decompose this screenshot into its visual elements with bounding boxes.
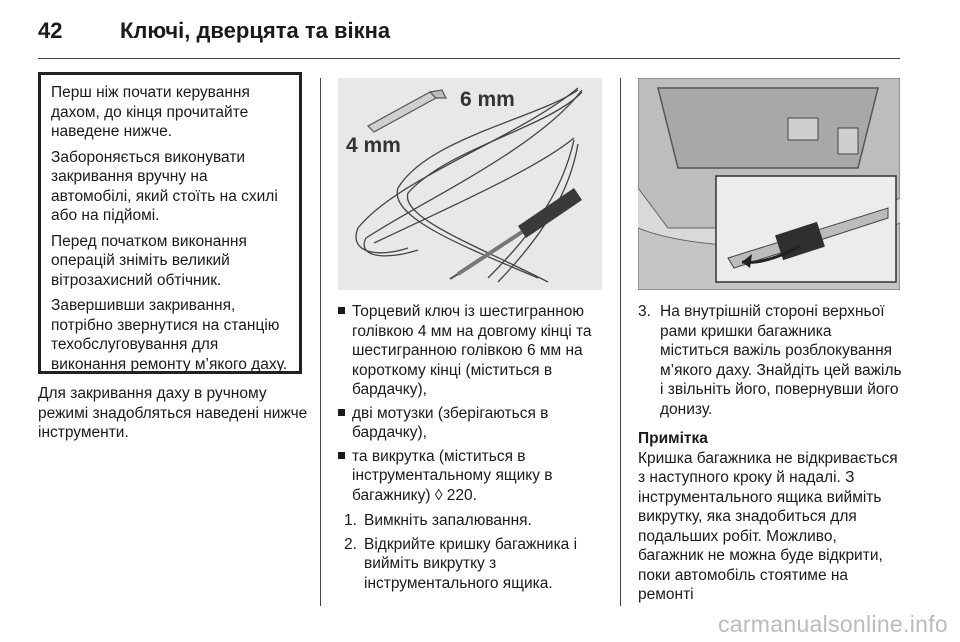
column-divider xyxy=(620,78,621,606)
trunk-lid-illustration xyxy=(638,78,900,290)
note-text: Кришка багажника не відкривається з наступного кроку й надалі. З інструментального ящика вийміть викрутку, яка знадобиться для подальших робіт. Можливо, багажник не можна буде відкрити, поки автомобіль стоятиме на ремонті xyxy=(638,449,898,603)
watermark: carmanualsonline.info xyxy=(717,611,948,637)
note-title: Примітка xyxy=(638,430,708,447)
middle-column xyxy=(338,302,608,597)
warning-paragraph: Перш ніж почати керування дахом, до кінця прочитайте наведене нижче. xyxy=(51,84,250,140)
list-item: та викрутка (міститься в інструментальному ящику в багажнику) ◊ 220. xyxy=(338,447,608,506)
list-item: дві мотузки (зберігаються в бардачку), xyxy=(338,404,608,443)
list-item: Торцевий ключ із шестигранною голівкою 4 мм на довгому кінці та шестигранною голівкою 6 мм на короткому кінці (міститься в бардачку), xyxy=(338,302,608,400)
warning-paragraph: Завершивши закривання, потрібно звернутися на станцію техобслуговування для виконання ремонту м’якого даху. xyxy=(51,297,288,373)
right-column xyxy=(638,302,902,605)
tools-illustration xyxy=(338,78,602,290)
warning-box xyxy=(38,72,302,374)
label-6mm: 6 mm xyxy=(460,88,515,111)
intro-text: Для закривання даху в ручному режимі знадобляться наведені нижче інструменти. xyxy=(38,385,308,441)
column-divider xyxy=(320,78,321,606)
page-number: 42 xyxy=(38,18,63,43)
steps-list xyxy=(338,511,608,593)
step-item: 3. На внутрішній стороні верхньої рами кришки багажника міститься важіль розблокування м’якого даху. Знайдіть цей важіль і звільніть його, повернувши його донизу. xyxy=(638,303,902,418)
warning-paragraph: Перед початком виконання операцій зніміть великий вітрозахисний обтічник. xyxy=(51,232,247,289)
header-rule xyxy=(38,58,900,59)
tools-list xyxy=(338,302,608,505)
step-item: 1. Вимкніть запалювання. xyxy=(344,512,532,529)
step-item: 2. Відкрийте кришку багажника і вийміть викрутку з інструментального ящика. xyxy=(344,535,578,592)
label-4mm: 4 mm xyxy=(346,134,401,157)
page-title: Ключі, дверцята та вікна xyxy=(120,18,391,43)
hex-key-icon xyxy=(368,92,436,132)
warning-paragraph: Забороняється виконувати закривання вручну на автомобілі, який стоїть на схилі або на підйомі. xyxy=(51,148,278,224)
screwdriver-icon xyxy=(450,188,582,279)
